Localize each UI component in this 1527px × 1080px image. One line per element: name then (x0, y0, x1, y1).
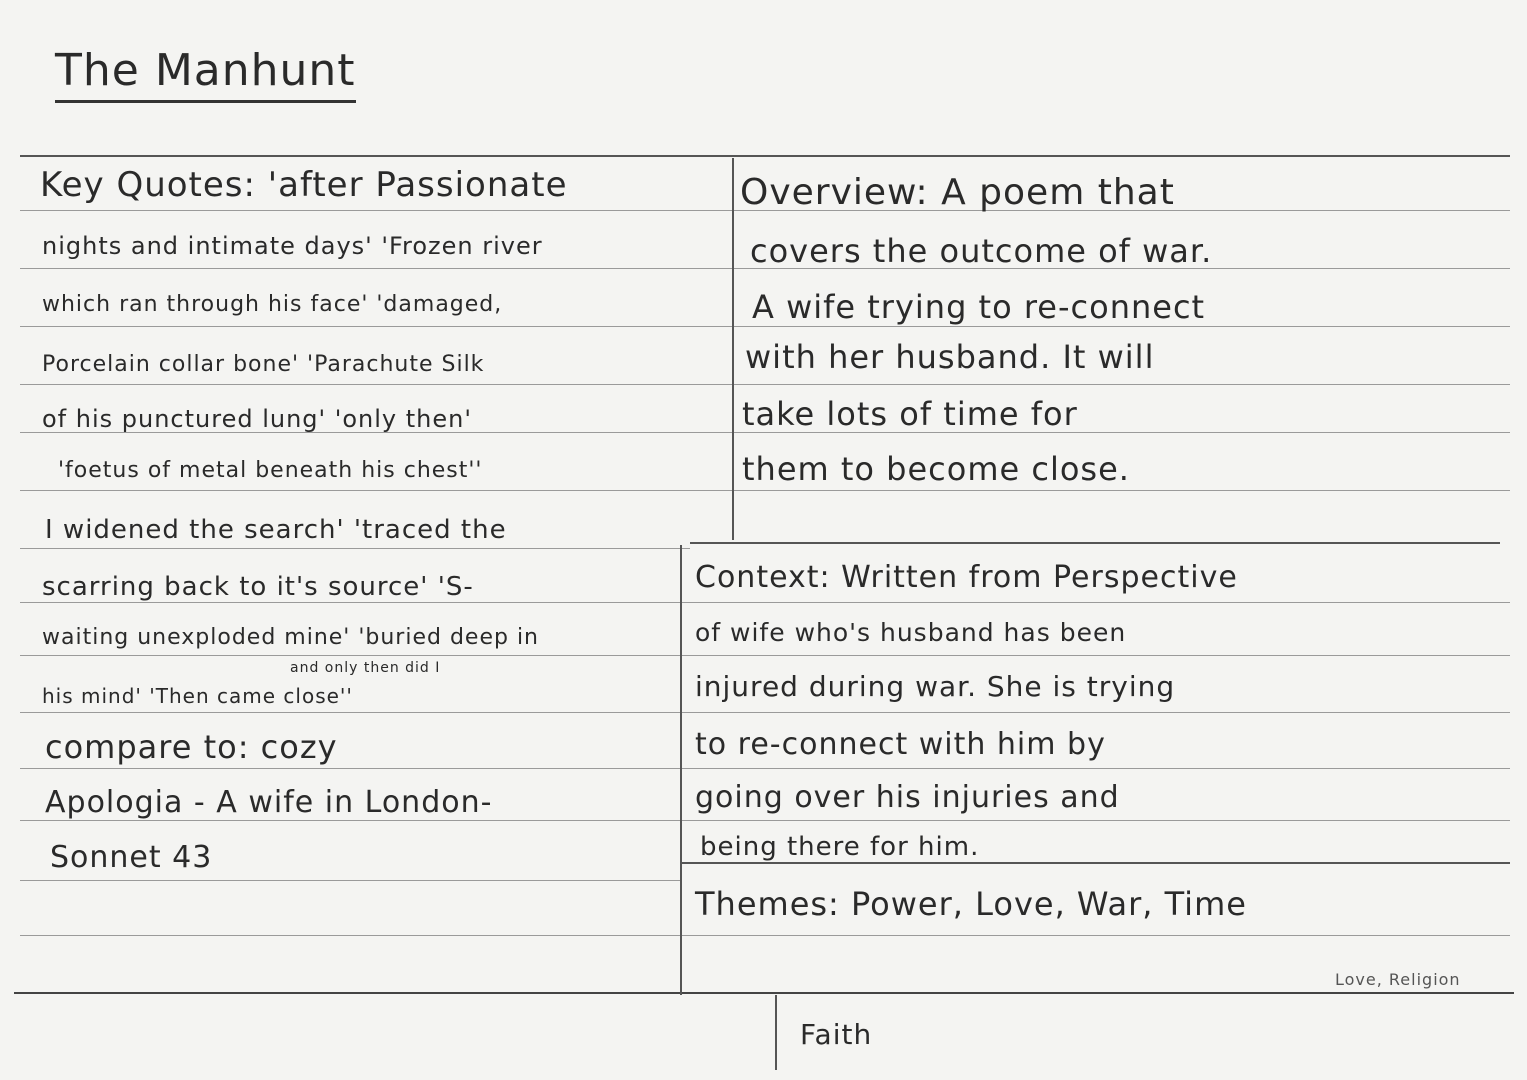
context-line: being there for him. (700, 832, 980, 862)
card-edge (14, 992, 1514, 994)
context-heading: Context: Written from Perspective (695, 560, 1238, 595)
key-quotes-line: which ran through his face' 'damaged, (42, 292, 503, 317)
key-quotes-line: his mind' 'Then came close'' (42, 684, 353, 708)
ruled-line (20, 880, 680, 881)
page-title: The Manhunt (55, 45, 356, 103)
context-line: going over his injuries and (695, 780, 1120, 815)
context-line: to re-connect with him by (695, 727, 1106, 762)
ruled-line (20, 820, 1510, 821)
compare-heading: compare to: cozy (45, 728, 338, 766)
next-card-fragment: Love, Religion (1335, 970, 1461, 989)
key-quotes-line: I widened the search' 'traced the (45, 515, 507, 545)
key-quotes-line: nights and intimate days' 'Frozen river (42, 232, 543, 260)
key-quotes-line: waiting unexploded mine' 'buried deep in (42, 625, 539, 650)
compare-line: Sonnet 43 (50, 840, 213, 875)
key-quotes-line: 'foetus of metal beneath his chest'' (58, 458, 483, 483)
key-quotes-line: scarring back to it's source' 'S- (42, 572, 474, 602)
ruled-line (20, 326, 1510, 327)
section-divider (20, 155, 1510, 157)
overview-line: A wife trying to re-connect (752, 288, 1206, 326)
overview-line: covers the outcome of war. (750, 232, 1213, 270)
ruled-line (20, 655, 1510, 656)
context-line: of wife who's husband has been (695, 618, 1127, 647)
ruled-line (20, 768, 1510, 769)
ruled-line (20, 490, 1510, 491)
section-divider (680, 862, 1510, 864)
key-quotes-line: Key Quotes: 'after Passionate (40, 165, 568, 205)
column-divider (732, 158, 734, 540)
key-quotes-insertion: and only then did I (290, 660, 441, 676)
overview-line: take lots of time for (742, 395, 1078, 433)
key-quotes-line: Porcelain collar bone' 'Parachute Silk (42, 352, 485, 377)
overview-line: them to become close. (742, 450, 1130, 488)
overview-heading: Overview: A poem that (740, 172, 1175, 213)
column-divider (775, 995, 777, 1070)
themes-line: Themes: Power, Love, War, Time (695, 885, 1247, 923)
ruled-line (20, 384, 1510, 385)
overview-line: with her husband. It will (745, 338, 1155, 376)
ruled-line (20, 548, 690, 549)
compare-line: Apologia - A wife in London- (45, 785, 493, 820)
next-card-word: Faith (800, 1018, 873, 1051)
ruled-line (20, 712, 1510, 713)
column-divider (680, 545, 682, 995)
section-divider (690, 542, 1500, 544)
ruled-line (20, 602, 1510, 603)
context-line: injured during war. She is trying (695, 670, 1176, 703)
ruled-line (20, 935, 1510, 936)
key-quotes-line: of his punctured lung' 'only then' (42, 405, 472, 433)
